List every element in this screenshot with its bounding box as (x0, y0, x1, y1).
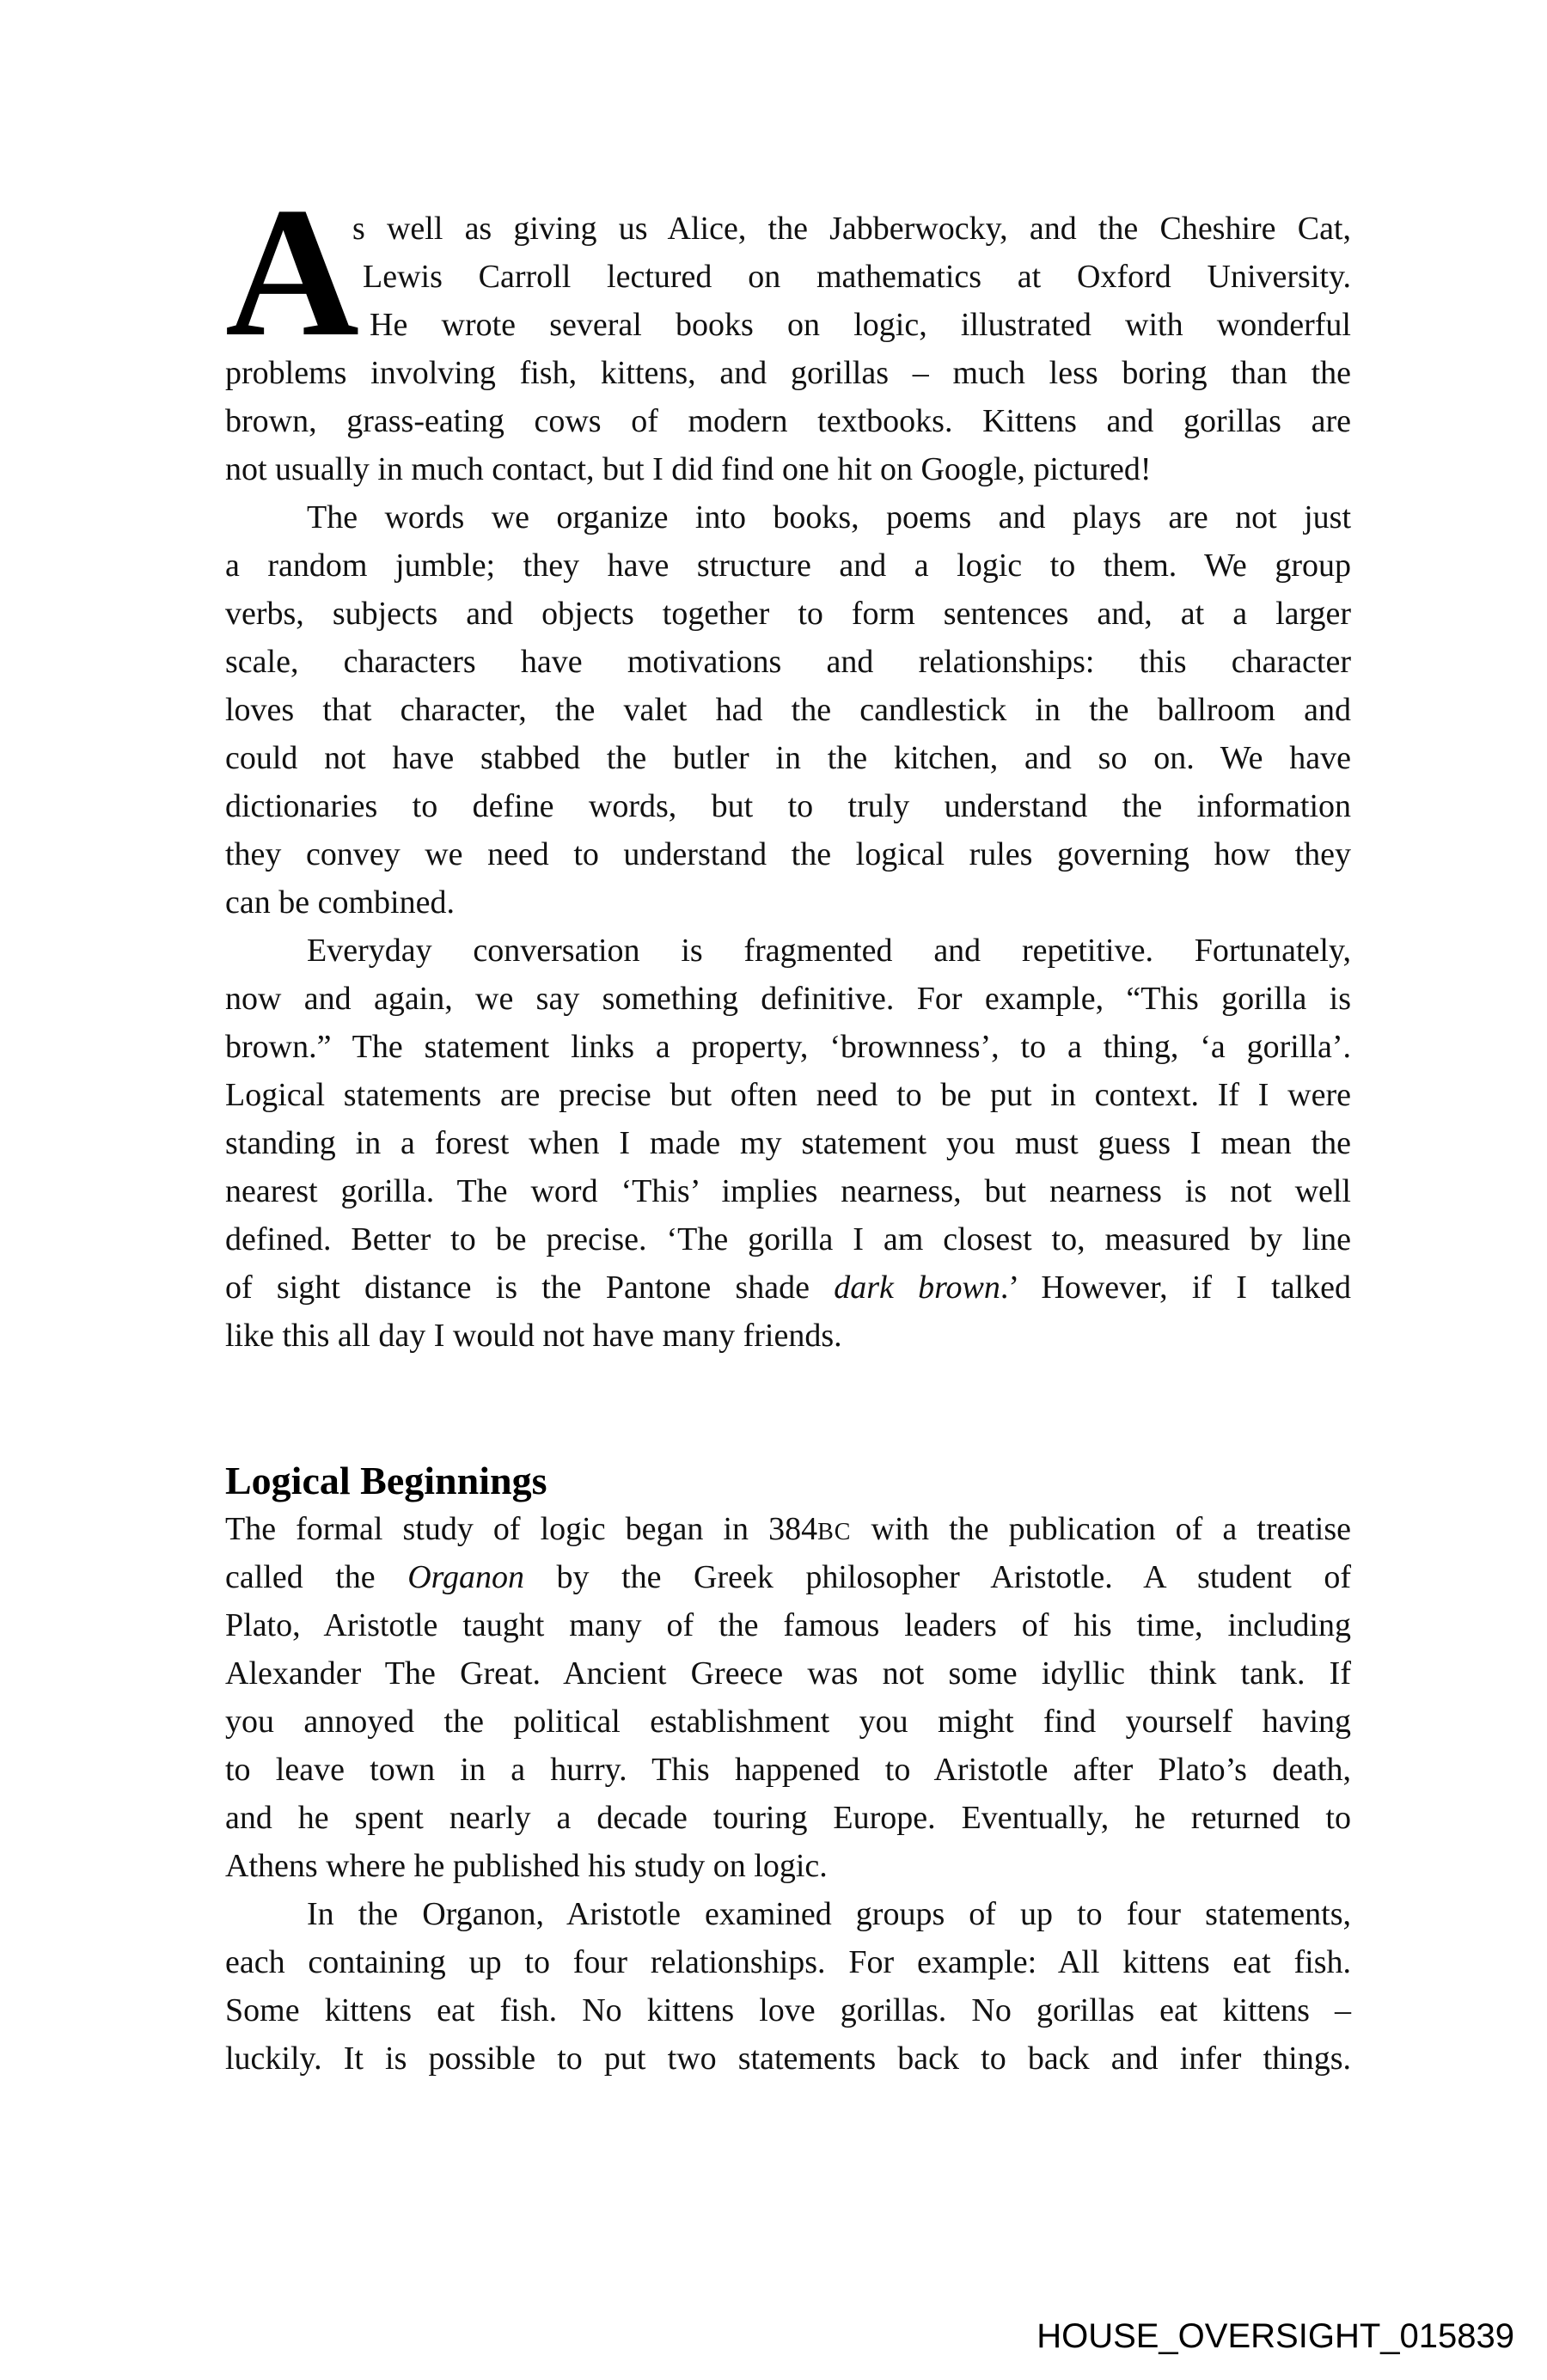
text-line: they convey we need to understand the logical rules governing how they (225, 836, 1351, 872)
text-line (225, 1553, 1351, 1601)
text-line: could not have stabbed the butler in the kitchen, and so on. We have (225, 740, 1351, 776)
text-line: s well as giving us Alice, the Jabberwocky, and the Cheshire Cat, (352, 211, 1351, 247)
text-span: by the Greek philosopher Aristotle. A student of (524, 1559, 1352, 1595)
bates-number-stamp: HOUSE_OVERSIGHT_015839 (1036, 2317, 1514, 2355)
text-span: with the publication of a treatise (851, 1511, 1351, 1547)
text-line: brown.” The statement links a property, ‘brownness’, to a thing, ‘a gorilla’. (225, 1029, 1351, 1065)
small-caps-text: BC (817, 1519, 852, 1545)
text-line: luckily. It is possible to put two statements back to back and infer things. (225, 2040, 1351, 2077)
italic-text: dark brown (834, 1270, 1000, 1306)
text-line: not usually in much contact, but I did find one hit on Google, pictured! (225, 451, 1152, 487)
text-line: nearest gorilla. The word ‘This’ implies nearness, but nearness is not well (225, 1173, 1351, 1209)
text-line: problems involving fish, kittens, and gorillas – much less boring than the (225, 355, 1351, 391)
text-line (225, 1263, 1351, 1312)
text-line: loves that character, the valet had the candlestick in the ballroom and (225, 692, 1351, 728)
text-line: defined. Better to be precise. ‘The gorilla I am closest to, measured by line (225, 1221, 1351, 1257)
text-line: Alexander The Great. Ancient Greece was not some idyllic think tank. If (225, 1655, 1351, 1692)
text-line: Logical statements are precise but often need to be put in context. If I were (225, 1077, 1351, 1113)
text-line (225, 1505, 1351, 1553)
text-line: In the Organon, Aristotle examined groups of up to four statements, (307, 1896, 1351, 1932)
text-line: standing in a forest when I made my statement you must guess I mean the (225, 1125, 1351, 1161)
text-span: called the (225, 1559, 408, 1595)
text-span: The formal study of logic began in 384 (225, 1511, 818, 1547)
text-span: .’ However, if I talked (1000, 1270, 1351, 1306)
text-line: brown, grass-eating cows of modern textbooks. Kittens and gorillas are (225, 403, 1351, 439)
text-line: you annoyed the political establishment you might find yourself having (225, 1704, 1351, 1740)
text-line: each containing up to four relationships. For example: All kittens eat fish. (225, 1944, 1351, 1980)
text-line: scale, characters have motivations and relationships: this character (225, 644, 1351, 680)
text-line: Lewis Carroll lectured on mathematics at Oxford University. (363, 259, 1351, 295)
section-heading: Logical Beginnings (225, 1459, 547, 1502)
text-line: now and again, we say something definitive. For example, “This gorilla is (225, 981, 1351, 1017)
text-line: Athens where he published his study on logic. (225, 1848, 828, 1884)
text-line: dictionaries to define words, but to truly understand the information (225, 788, 1351, 824)
text-line: a random jumble; they have structure and a logic to them. We group (225, 548, 1351, 584)
text-line: can be combined. (225, 884, 455, 921)
text-line: like this all day I would not have many friends. (225, 1318, 842, 1354)
text-line: to leave town in a hurry. This happened to Aristotle after Plato’s death, (225, 1752, 1351, 1788)
text-line: The words we organize into books, poems and plays are not just (307, 499, 1351, 535)
italic-text: Organon (407, 1559, 525, 1595)
text-span: of sight distance is the Pantone shade (225, 1270, 835, 1306)
drop-cap: A (225, 169, 359, 375)
text-line: verbs, subjects and objects together to form sentences and, at a larger (225, 596, 1351, 632)
text-line: Plato, Aristotle taught many of the famous leaders of his time, including (225, 1607, 1351, 1643)
text-line: and he spent nearly a decade touring Europe. Eventually, he returned to (225, 1800, 1351, 1836)
text-line: Everyday conversation is fragmented and repetitive. Fortunately, (307, 933, 1351, 969)
text-line: He wrote several books on logic, illustrated with wonderful (370, 307, 1351, 343)
text-line: Some kittens eat fish. No kittens love gorillas. No gorillas eat kittens – (225, 1992, 1351, 2028)
